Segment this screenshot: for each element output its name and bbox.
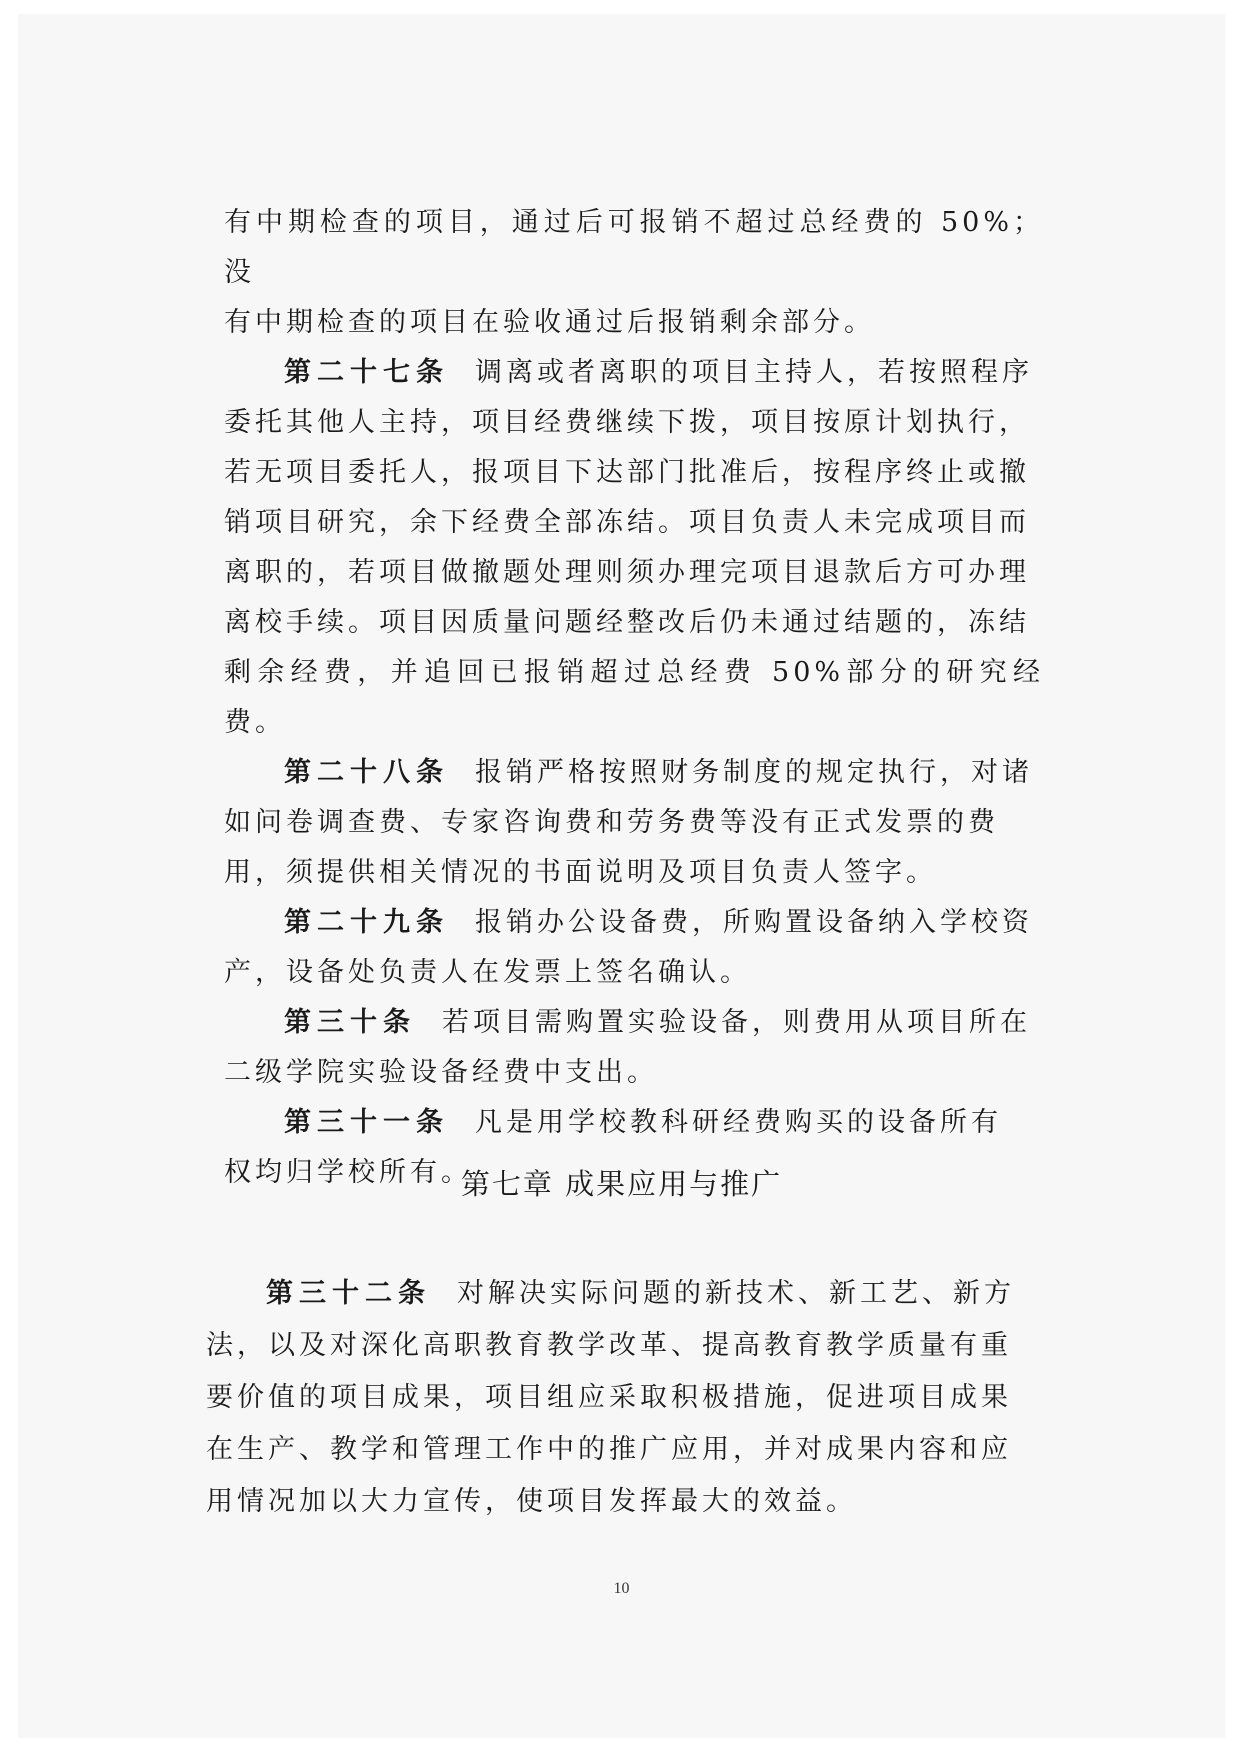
article-27 bbox=[224, 348, 1044, 748]
text-line: 用，须提供相关情况的书面说明及项目负责人签字。 bbox=[224, 857, 937, 888]
paragraph-continuation bbox=[224, 198, 1044, 348]
text-line: 报销严格按照财务制度的规定执行，对诸 bbox=[475, 757, 1033, 788]
text-line: 要价值的项目成果，项目组应采取积极措施，促进项目成果 bbox=[206, 1382, 1012, 1413]
text-line: 剩余经费，并追回已报销超过总经费 50%部分的研究经费。 bbox=[224, 657, 1044, 738]
article-label: 第三十条 bbox=[284, 1007, 416, 1038]
text-line: 委托其他人主持，项目经费继续下拨，项目按原计划执行， bbox=[224, 407, 1030, 438]
text-line: 法，以及对深化高职教育教学改革、提高教育教学质量有重 bbox=[206, 1330, 1012, 1361]
article-label: 第三十二条 bbox=[266, 1278, 431, 1309]
text-line: 离校手续。项目因质量问题经整改后仍未通过结题的，冻结 bbox=[224, 607, 1030, 638]
body-text-section-1 bbox=[224, 198, 1044, 1198]
text-line: 在生产、教学和管理工作中的推广应用，并对成果内容和应 bbox=[206, 1434, 1012, 1465]
text-line: 对解决实际问题的新技术、新工艺、新方 bbox=[457, 1278, 1015, 1309]
text-line: 报销办公设备费，所购置设备纳入学校资 bbox=[475, 907, 1033, 938]
text-line: 销项目研究，余下经费全部冻结。项目负责人未完成项目而 bbox=[224, 507, 1030, 538]
article-label: 第二十七条 bbox=[284, 357, 449, 388]
text-line: 若项目需购置实验设备，则费用从项目所在 bbox=[442, 1007, 1031, 1038]
article-label: 第三十一条 bbox=[284, 1107, 449, 1138]
text-line: 凡是用学校教科研经费购买的设备所有 bbox=[475, 1107, 1002, 1138]
body-text-section-2 bbox=[206, 1268, 1026, 1528]
text-line: 有中期检查的项目，通过后可报销不超过总经费的 50%；没 bbox=[224, 207, 1044, 288]
page-number: 10 bbox=[613, 1580, 630, 1597]
chapter-heading: 第七章 成果应用与推广 bbox=[460, 1167, 783, 1201]
article-28 bbox=[224, 748, 1044, 898]
text-line: 用情况加以大力宣传，使项目发挥最大的效益。 bbox=[206, 1486, 857, 1517]
text-line: 若无项目委托人，报项目下达部门批准后，按程序终止或撤 bbox=[224, 457, 1030, 488]
article-29 bbox=[224, 898, 1044, 998]
text-line: 二级学院实验设备经费中支出。 bbox=[224, 1057, 658, 1088]
text-line: 调离或者离职的项目主持人，若按照程序 bbox=[475, 357, 1033, 388]
article-label: 第二十八条 bbox=[284, 757, 449, 788]
text-line: 权均归学校所有。 bbox=[224, 1157, 472, 1188]
text-line: 离职的，若项目做撤题处理则须办理完项目退款后方可办理 bbox=[224, 557, 1030, 588]
text-line: 有中期检查的项目在验收通过后报销剩余部分。 bbox=[224, 307, 875, 338]
article-label: 第二十九条 bbox=[284, 907, 449, 938]
article-32 bbox=[206, 1268, 1026, 1528]
article-30 bbox=[224, 998, 1044, 1098]
text-line: 产，设备处负责人在发票上签名确认。 bbox=[224, 957, 751, 988]
text-line: 如问卷调查费、专家咨询费和劳务费等没有正式发票的费 bbox=[224, 807, 999, 838]
